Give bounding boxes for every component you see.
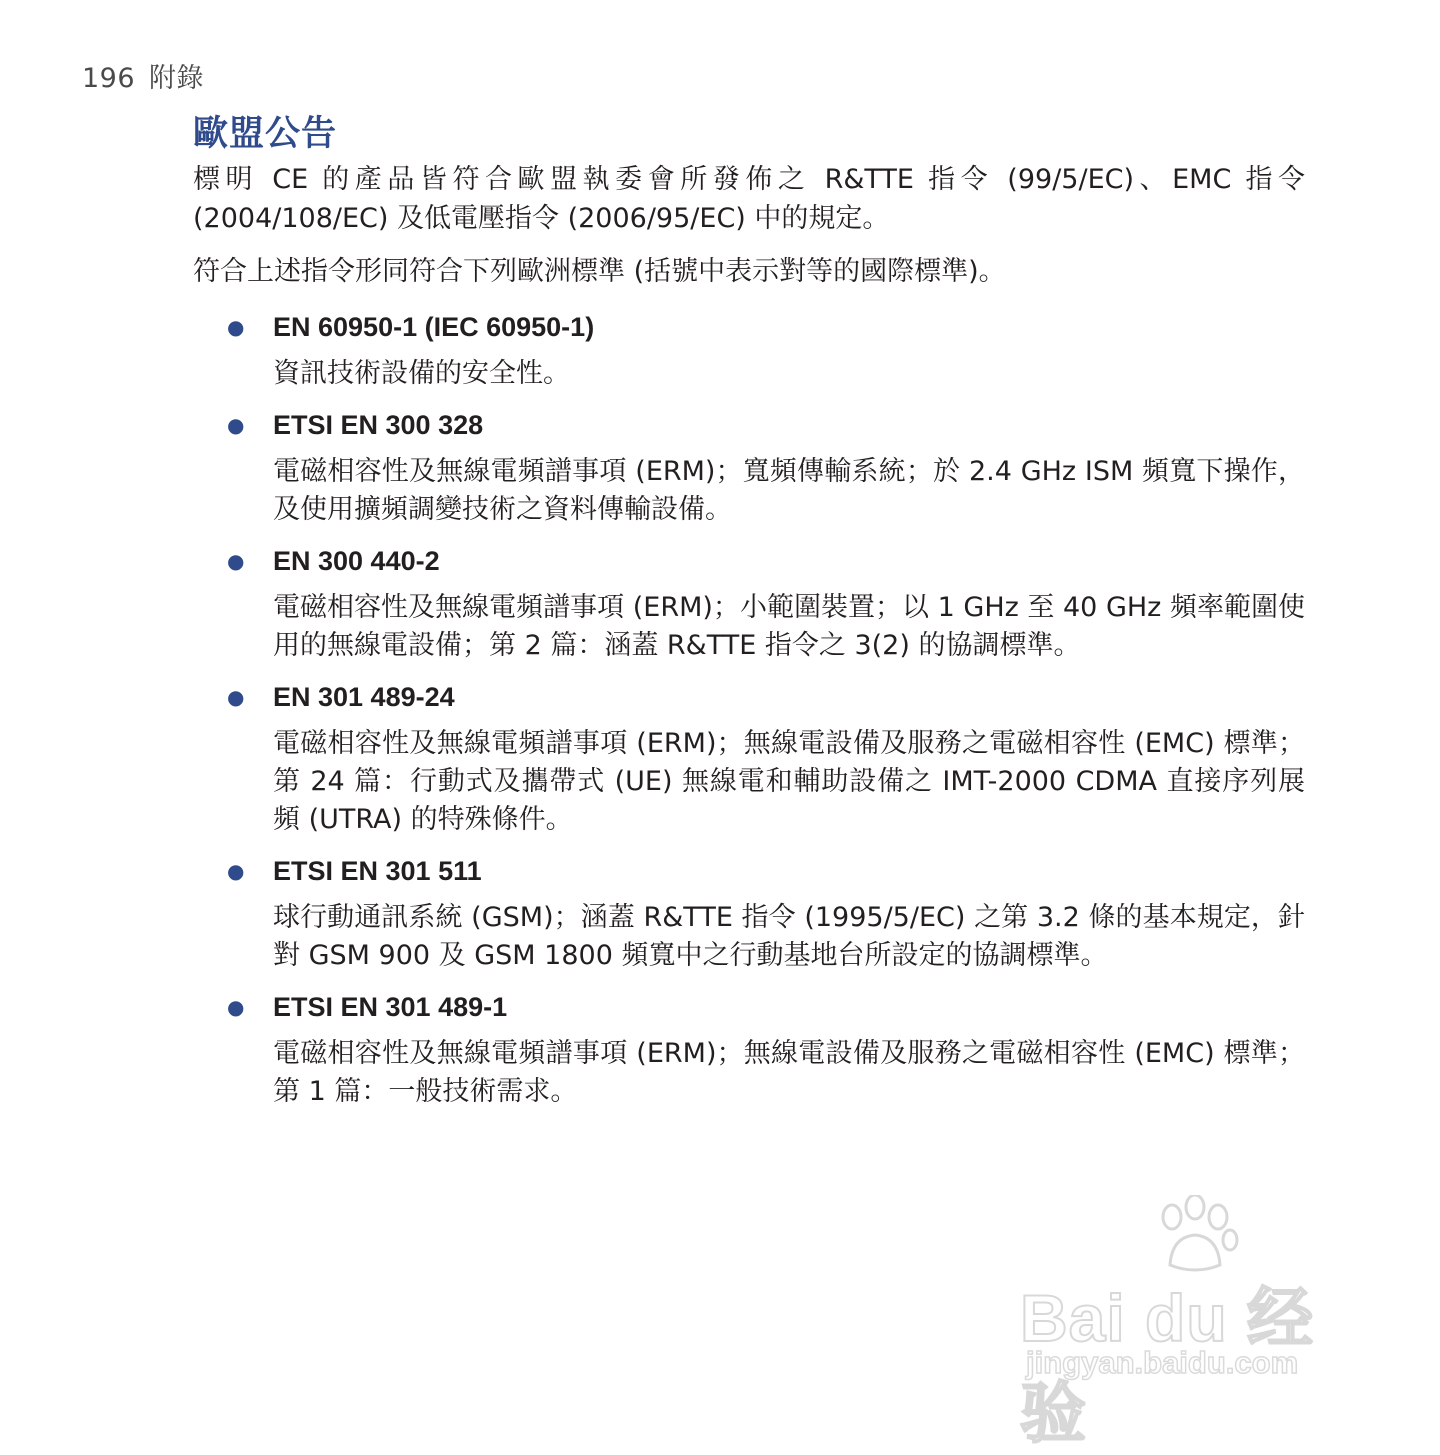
standard-name: EN 301 489-24 (273, 682, 455, 712)
baidu-jingyan-watermark (1020, 1195, 1360, 1450)
bullet-icon: ● (227, 995, 245, 1019)
standard-description: 電磁相容性及無線電頻譜事項 (ERM)；寬頻傳輸系統；於 2.4 GHz ISM 頻寬下操作，及使用擴頻調變技術之資料傳輸設備。 (273, 456, 1305, 525)
page-header (82, 56, 204, 95)
standard-description: 資訊技術設備的安全性。 (273, 358, 570, 389)
standard-name: ETSI EN 301 511 (273, 856, 482, 886)
standard-item (193, 987, 1305, 1111)
intro-paragraph-1: 標明 CE 的產品皆符合歐盟執委會所發佈之 R&TTE 指令 (99/5/EC)、EMC 指令 (2004/108/EC) 及低電壓指令 (2006/95/EC) 中的規定。 (193, 164, 1305, 234)
standard-description: 電磁相容性及無線電頻譜事項 (ERM)；無線電設備及服務之電磁相容性 (EMC) 標準；第 24 篇：行動式及攜帶式 (UE) 無線電和輔助設備之 IMT-2000 CDMA 直接序列展頻 (UTRA) 的特殊條件。 (273, 728, 1305, 835)
standard-name: ETSI EN 301 489-1 (273, 992, 508, 1022)
standard-description: 球行動通訊系統 (GSM)；涵蓋 R&TTE 指令 (1995/5/EC) 之第 3.2 條的基本規定，針對 GSM 900 及 GSM 1800 頻寬中之行動基地台所設定的協調標準。 (273, 902, 1305, 971)
bullet-icon: ● (227, 859, 245, 883)
standard-name: ETSI EN 300 328 (273, 410, 484, 440)
bullet-icon: ● (227, 413, 245, 437)
standard-item (193, 307, 1305, 393)
standard-description: 電磁相容性及無線電頻譜事項 (ERM)；小範圍裝置；以 1 GHz 至 40 GHz 頻率範圍使用的無線電設備；第 2 篇：涵蓋 R&TTE 指令之 3(2) 的協調標準。 (273, 592, 1305, 661)
standards-list (193, 307, 1305, 1111)
standard-item (193, 851, 1305, 975)
page-number: 196 (82, 63, 136, 94)
section-title: 歐盟公告 (193, 114, 338, 154)
standard-name: EN 60950-1 (IEC 60950-1) (273, 312, 595, 342)
bullet-icon: ● (227, 315, 245, 339)
standard-item (193, 677, 1305, 839)
main-content (193, 160, 1305, 1123)
watermark-logo-text: Bai du 经验 (1020, 1281, 1315, 1450)
standard-name: EN 300 440-2 (273, 546, 440, 576)
bullet-icon: ● (227, 685, 245, 709)
section-name: 附錄 (149, 63, 205, 94)
watermark-url: jingyan.baidu.com (1026, 1345, 1299, 1380)
standard-item (193, 541, 1305, 665)
standard-description: 電磁相容性及無線電頻譜事項 (ERM)；無線電設備及服務之電磁相容性 (EMC) 標準；第 1 篇：一般技術需求。 (273, 1038, 1305, 1107)
bullet-icon: ● (227, 549, 245, 573)
standard-item (193, 405, 1305, 529)
intro-paragraph-2: 符合上述指令形同符合下列歐洲標準 (括號中表示對等的國際標準)。 (193, 256, 1006, 287)
paw-icon (1150, 1195, 1240, 1275)
